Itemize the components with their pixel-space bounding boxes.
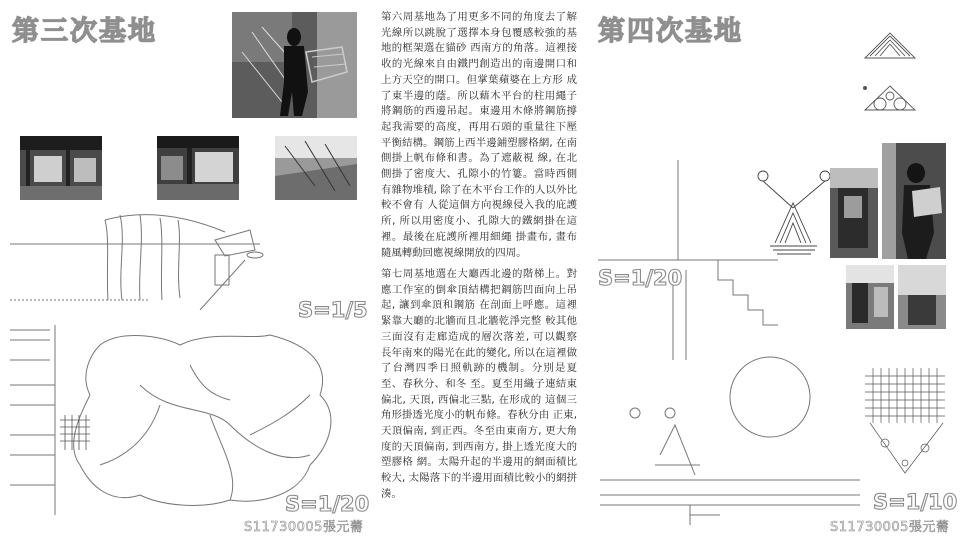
sketch-section-1-5 (10, 200, 370, 310)
left-scale-1-5: S=1/5 (298, 298, 368, 322)
right-scale-1-20: S=1/20 (598, 266, 683, 290)
site-photo-1 (20, 136, 102, 200)
umbrella-diagram-small (860, 28, 920, 118)
sketch-plan-1-20 (10, 325, 360, 515)
site-photo-5 (882, 143, 946, 259)
sketch-lower-right (600, 355, 860, 525)
description-week6: 第六周基地為了用更多不同的角度去了解光線所以跳脫了選擇本身包覆感較強的基地的框架選在貓砂 西南方的角落。這裡接收的光線來自由鐵門創造出的南邊開口和上方天空的開口。但掌葉蘋婆在上方形 成了東半邊的蔭。所以藉木平台的柱用繩子將鋼筋的西邊吊起。東邊用木條將鋼筋撐起我需要的高度，再用石頭的重量往下壓平衡結構。鋼筋上西半邊鋪塑膠格網, 在南側掛上帆布條和書。為了遮蔽視 線, 在北側掛了密度大、孔隙小的竹簍。當時西側有雜物堆積, 除了在木平台工作的人以外比較不會有 人從這個方向視線侵入我的庇護所, 所以用密度小、孔隙大的鐵網掛在這裡。最後在庇護所裡用細繩 掛畫布, 畫布隨風轉動回應視線開放的四周。 (381, 11, 577, 259)
tent-diagram (755, 168, 835, 268)
site-photo-3 (275, 136, 357, 200)
right-scale-1-10: S=1/10 (873, 490, 958, 514)
sketch-section-right (598, 160, 778, 360)
description-week7: 第七周基地選在大廳西北邊的階梯上。對應工作室的倒傘頂結構把鋼筋凹面向上吊起, 讓到傘頂和鋼筋 在剖面上呼應。這裡緊靠大廳的北牆而且北牆乾淨完整 較其他三面沒有走廊造成的層次落差, 可以觀察 長年南來的陽光在此的變化, 所以在這裡做了台灣四季日照軌跡的機制。分別是夏至、春秋分、和冬 至。夏至用織子連結東偏北, 天頂, 西偏北三點, 在形成的 這個三角形掛透光度小的帆布條。春秋分由 正東, 天頂偏南, 到正西。冬至由東南方, 更大角度的天頂偏南, 到西南方, 掛上透光度大的塑膠格 網。太陽升起的半邊用的網面積比較大, 太陽落下的半邊用面積比較小的網拼湊。 (381, 268, 577, 500)
right-student-id: S11730005張元薷 (830, 520, 950, 535)
left-scale-1-20: S=1/20 (285, 492, 370, 516)
left-board-title: 第三次基地 (12, 16, 157, 47)
site-photo-person (232, 12, 357, 118)
right-board-title: 第四次基地 (598, 16, 743, 47)
site-photo-4 (830, 168, 878, 258)
site-photo-2 (157, 136, 239, 200)
site-photo-6 (846, 265, 894, 329)
site-photo-7 (898, 265, 946, 329)
grid-mesh-diagram (865, 368, 950, 478)
left-student-id: S11730005張元薷 (244, 520, 364, 535)
